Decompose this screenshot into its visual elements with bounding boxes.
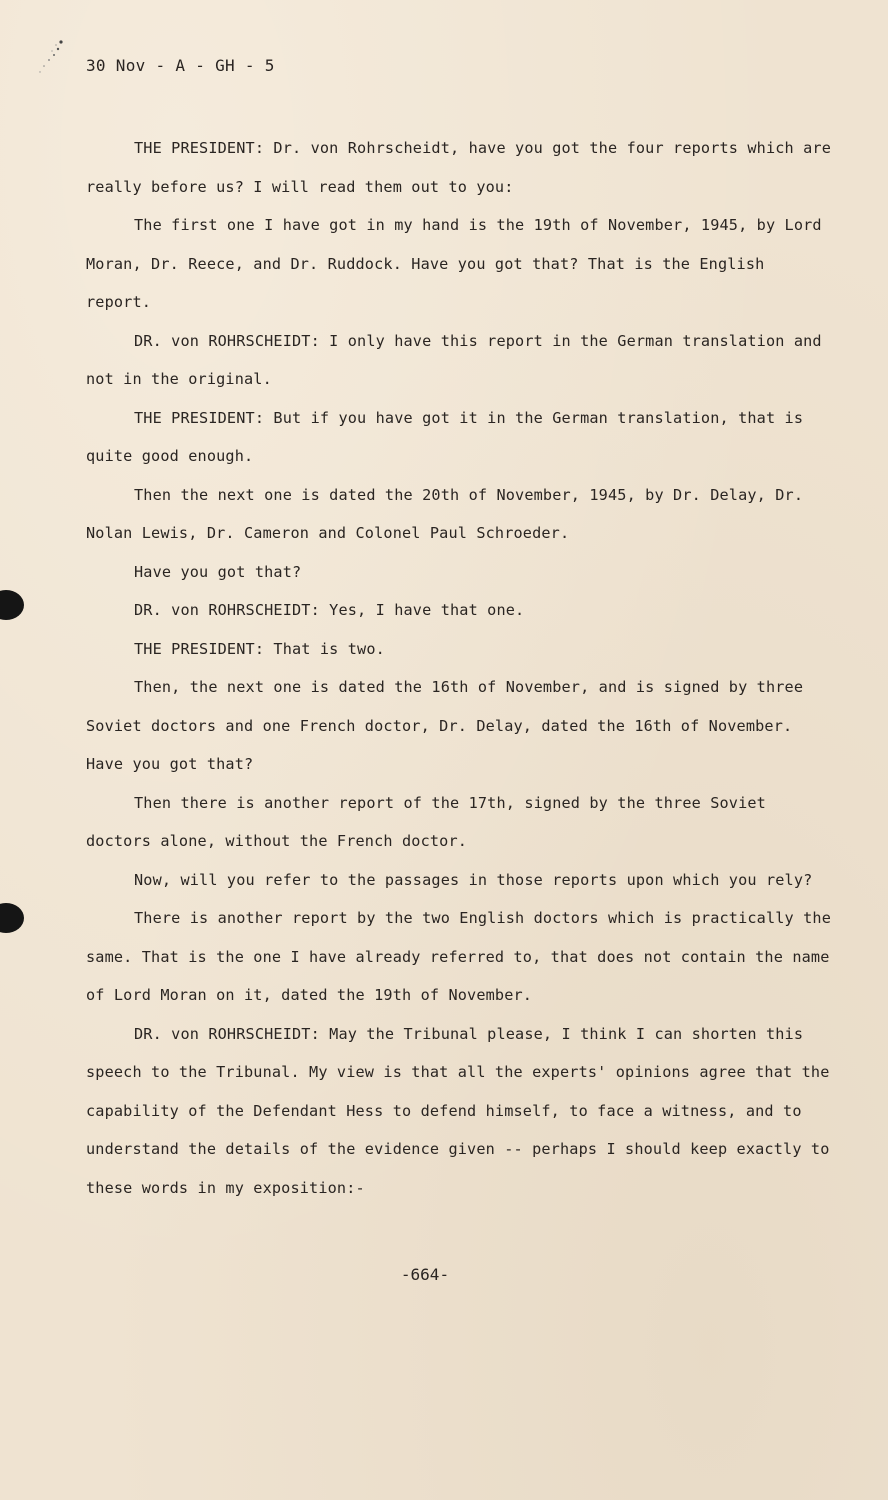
- paragraph: DR. von ROHRSCHEIDT: Yes, I have that one.: [134, 601, 525, 619]
- paragraph: Then, the next one is dated the 16th of November, and is signed by three Soviet doctors and one French doctor, Dr. Delay, dated the 16th of November. Have you got that?: [86, 678, 804, 773]
- paragraph: DR. von ROHRSCHEIDT: I only have this report in the German translation and not in the original.: [86, 331, 822, 388]
- page-number: -664-: [400, 1265, 450, 1284]
- page-reference-header: 30 Nov - A - GH - 5: [86, 56, 275, 75]
- paragraph: THE PRESIDENT: But if you have got it in the German translation, that is quite good enough.: [86, 408, 804, 465]
- binder-hole-lower: [0, 903, 24, 933]
- transcript-body: [86, 129, 836, 1207]
- paragraph: Have you got that?: [134, 562, 302, 581]
- paragraph: Now, will you refer to the passages in those reports upon which you rely?: [134, 870, 813, 889]
- binder-hole-upper: [0, 590, 24, 620]
- paragraph: Then the next one is dated the 20th of November, 1945, by Dr. Delay, Dr. Nolan Lewis, Dr. Cameron and Colonel Paul Schroeder.: [86, 485, 804, 542]
- paragraph: DR. von ROHRSCHEIDT: May the Tribunal please, I think I can shorten this speech to the Tribunal. My view is that all the experts' opinions agree that the capability of the Defendant Hess to defend himself, to face a witness, and to understand the details of the evidence given -- perhaps I should keep exactly to these words in my exposition:-: [86, 1024, 830, 1197]
- paragraph: THE PRESIDENT: That is two.: [134, 639, 385, 658]
- paragraph: Then there is another report of the 17th, signed by the three Soviet doctors alone, without the French doctor.: [86, 793, 766, 850]
- ink-speck-mark: [34, 36, 68, 86]
- paragraph: The first one I have got in my hand is the 19th of November, 1945, by Lord Moran, Dr. Reece, and Dr. Ruddock. Have you got that? That is the English report.: [86, 216, 822, 311]
- paragraph: There is another report by the two English doctors which is practically the same. That is the one I have already referred to, that does not contain the name of Lord Moran on it, dated the 19th of November.: [86, 909, 832, 1004]
- paragraph: THE PRESIDENT: Dr. von Rohrscheidt, have you got the four reports which are really before us? I will read them out to you:: [86, 139, 832, 196]
